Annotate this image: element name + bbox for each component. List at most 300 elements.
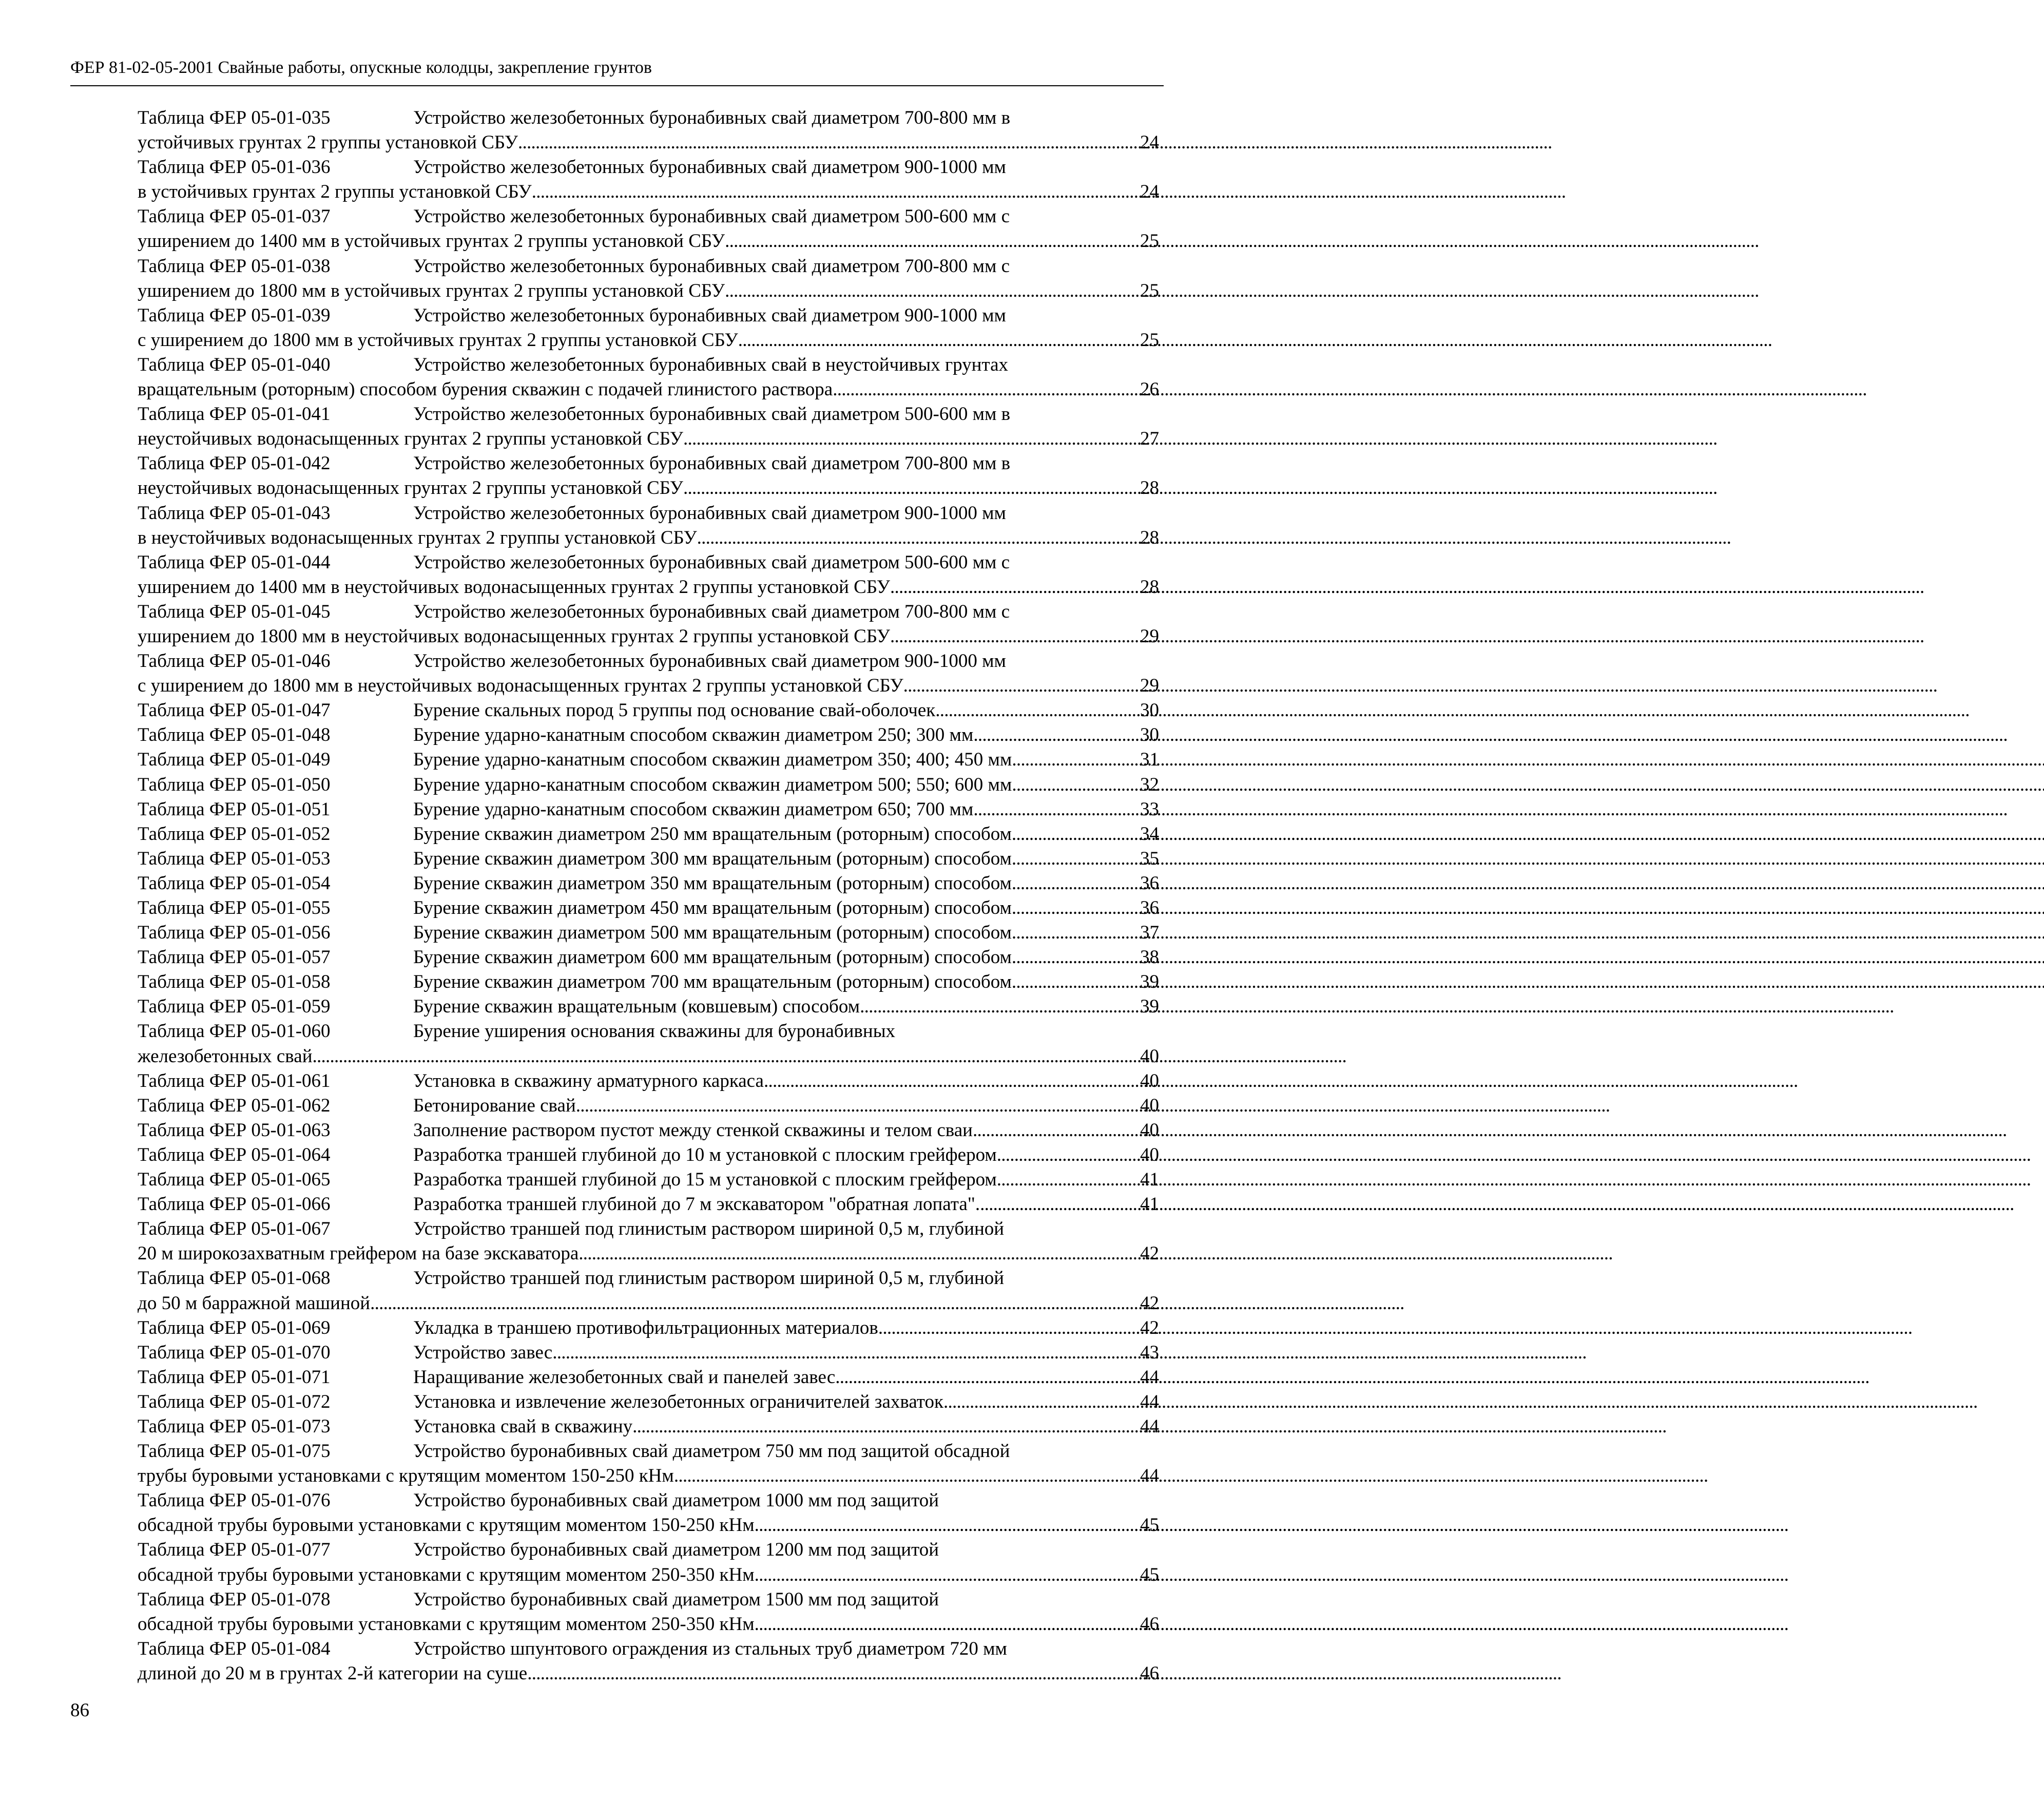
toc-entry-page: 38	[1140, 947, 1159, 968]
toc-entry[interactable]	[138, 871, 1159, 896]
toc-entry-page: 30	[1140, 724, 1159, 746]
toc-entry-page: 30	[1140, 700, 1159, 721]
toc-entry-line	[138, 303, 1159, 328]
toc-entry-title: Устройство буронабивных свай диаметром 1200 мм под защитой	[413, 1539, 939, 1561]
toc-entry-page: 41	[1140, 1169, 1159, 1191]
toc-entry-label: Таблица ФЕР 05-01-043	[138, 502, 331, 524]
toc-entry-line	[138, 1192, 1159, 1217]
dot-leader	[632, 1414, 1138, 1439]
toc-entry-line	[138, 1069, 1159, 1094]
toc-entry[interactable]	[138, 1217, 1159, 1266]
toc-entry[interactable]	[138, 1414, 1159, 1439]
toc-entry-title: Устройство железобетонных буронабивных свай диаметром 900-1000 мм	[413, 650, 1006, 672]
toc-entry-line	[138, 1217, 1159, 1241]
dot-leader	[683, 427, 1138, 451]
toc-entry-label: Таблица ФЕР 05-01-060	[138, 1021, 331, 1042]
toc-entry-label: Таблица ФЕР 05-01-076	[138, 1490, 331, 1511]
toc-entry-line	[138, 1365, 1159, 1390]
toc-entry-title: Устройство железобетонных буронабивных свай диаметром 500-600 мм с	[413, 551, 1010, 573]
toc-entry-line	[138, 1143, 1159, 1167]
toc-entry[interactable]	[138, 1118, 1159, 1143]
toc-entry-title-continuation: с уширением до 1800 мм в неустойчивых водонасыщенных грунтах 2 группы установкой СБУ	[138, 675, 903, 697]
toc-entry[interactable]	[138, 600, 1159, 649]
toc-entry-label: Таблица ФЕР 05-01-057	[138, 947, 331, 968]
toc-entry[interactable]	[138, 106, 1159, 155]
dot-leader	[1012, 921, 1138, 945]
toc-entry-line	[138, 1019, 1159, 1044]
toc-entry-line	[138, 1563, 1159, 1587]
toc-entry-title: Наращивание железобетонных свай и панелей завес	[413, 1366, 836, 1388]
toc-entry-title: Бетонирование свай	[413, 1095, 576, 1116]
toc-entry-line	[138, 1044, 1159, 1069]
toc-entry-line	[138, 1637, 1159, 1661]
toc-entry[interactable]	[138, 1316, 1159, 1340]
toc-entry-line	[138, 180, 1159, 204]
toc-entry-line	[138, 1118, 1159, 1143]
toc-entry-label: Таблица ФЕР 05-01-036	[138, 157, 331, 178]
toc-entry-title-continuation: устойчивых грунтах 2 группы установкой СБУ	[138, 132, 518, 154]
toc-entry[interactable]	[138, 402, 1159, 451]
dot-leader	[697, 526, 1138, 550]
toc-entry-line	[138, 649, 1159, 674]
toc-entry-line	[138, 1439, 1159, 1464]
toc-entry-page: 42	[1140, 1317, 1159, 1338]
toc-entry-page: 45	[1140, 1564, 1159, 1585]
toc-entry-line	[138, 526, 1159, 550]
toc-entry-label: Таблица ФЕР 05-01-068	[138, 1268, 331, 1289]
table-of-contents	[138, 106, 1159, 1686]
toc-entry-label: Таблица ФЕР 05-01-048	[138, 724, 331, 746]
toc-entry-title-continuation: трубы буровыми установками с крутящим моментом 150-250 кНм	[138, 1465, 674, 1487]
toc-entry-label: Таблица ФЕР 05-01-077	[138, 1539, 331, 1561]
toc-entry-page: 28	[1140, 527, 1159, 548]
dot-leader	[1012, 945, 1138, 970]
toc-entry-label: Таблица ФЕР 05-01-069	[138, 1317, 331, 1338]
toc-entry[interactable]	[138, 1390, 1159, 1414]
toc-entry-line	[138, 1340, 1159, 1365]
toc-entry-label: Таблица ФЕР 05-01-046	[138, 650, 331, 672]
toc-entry-page: 44	[1140, 1366, 1159, 1388]
toc-entry-title: Устройство железобетонных буронабивных свай диаметром 700-800 мм в	[413, 453, 1011, 474]
toc-entry-label: Таблица ФЕР 05-01-038	[138, 255, 331, 277]
page-number: 86	[70, 1700, 89, 1721]
toc-entry-line	[138, 797, 1159, 822]
toc-entry-line	[138, 229, 1159, 254]
toc-entry-page: 44	[1140, 1391, 1159, 1412]
dot-leader	[973, 1118, 1138, 1143]
toc-entry[interactable]	[138, 723, 1159, 748]
toc-entry-page: 40	[1140, 1045, 1159, 1067]
toc-entry-line	[138, 402, 1159, 427]
dot-leader	[552, 1340, 1138, 1365]
toc-entry-label: Таблица ФЕР 05-01-042	[138, 453, 331, 474]
toc-entry-page: 44	[1140, 1415, 1159, 1437]
toc-entry-title-continuation: неустойчивых водонасыщенных грунтах 2 группы установкой СБУ	[138, 477, 683, 499]
toc-entry-page: 24	[1140, 132, 1159, 154]
toc-entry-label: Таблица ФЕР 05-01-084	[138, 1638, 331, 1659]
dot-leader	[890, 624, 1138, 649]
toc-entry-label: Таблица ФЕР 05-01-049	[138, 749, 331, 771]
toc-entry-line	[138, 1316, 1159, 1340]
toc-entry-page: 26	[1140, 379, 1159, 400]
toc-entry-title: Устройство буронабивных свай диаметром 1500 мм под защитой	[413, 1588, 939, 1610]
toc-entry-title: Устройство железобетонных буронабивных свай диаметром 900-1000 мм	[413, 157, 1006, 178]
toc-entry-page: 31	[1140, 749, 1159, 771]
toc-entry[interactable]	[138, 155, 1159, 204]
toc-entry[interactable]	[138, 1192, 1159, 1217]
toc-entry-title-continuation: уширением до 1400 мм в устойчивых грунтах 2 группы установкой СБУ	[138, 231, 725, 252]
toc-entry-line	[138, 328, 1159, 353]
dot-leader	[835, 1365, 1138, 1390]
dot-leader	[973, 797, 1138, 822]
toc-entry-title-continuation: неустойчивых водонасыщенных грунтах 2 группы установкой СБУ	[138, 428, 683, 450]
toc-entry-title: Укладка в траншею противофильтрационных материалов	[413, 1317, 878, 1338]
dot-leader	[1012, 871, 1138, 896]
toc-entry-line	[138, 451, 1159, 476]
toc-entry-label: Таблица ФЕР 05-01-062	[138, 1095, 331, 1116]
toc-entry-title: Бурение ударно-канатным способом скважин диаметром 250; 300 мм	[413, 724, 974, 746]
dot-leader	[1012, 822, 1138, 847]
toc-entry-line	[138, 1538, 1159, 1562]
toc-entry-line	[138, 600, 1159, 624]
toc-entry-title: Бурение ударно-канатным способом скважин диаметром 350; 400; 450 мм	[413, 749, 1012, 771]
toc-entry-title: Устройство железобетонных буронабивных свай диаметром 900-1000 мм	[413, 304, 1006, 326]
toc-entry-page: 28	[1140, 477, 1159, 499]
dot-leader	[532, 180, 1138, 204]
toc-entry-line	[138, 624, 1159, 649]
toc-entry-page: 39	[1140, 971, 1159, 993]
toc-entry-label: Таблица ФЕР 05-01-050	[138, 774, 331, 795]
toc-entry-page: 25	[1140, 280, 1159, 301]
toc-entry-label: Таблица ФЕР 05-01-051	[138, 798, 331, 820]
running-header: ФЕР 81-02-05-2001 Свайные работы, опускные колодцы, закрепление грунтов	[70, 58, 652, 77]
toc-entry-line	[138, 155, 1159, 180]
dot-leader	[860, 994, 1138, 1019]
toc-entry-label: Таблица ФЕР 05-01-066	[138, 1194, 331, 1215]
dot-leader	[738, 328, 1138, 353]
toc-entry-page: 46	[1140, 1613, 1159, 1635]
toc-entry-title: Бурение скважин диаметром 350 мм вращательным (роторным) способом	[413, 872, 1012, 894]
toc-entry[interactable]	[138, 1167, 1159, 1192]
toc-entry-label: Таблица ФЕР 05-01-041	[138, 404, 331, 425]
toc-entry[interactable]	[138, 698, 1159, 723]
toc-entry[interactable]	[138, 1488, 1159, 1538]
toc-entry[interactable]	[138, 204, 1159, 254]
toc-entry-line	[138, 353, 1159, 377]
toc-entry-title-continuation: железобетонных свай	[138, 1045, 313, 1067]
toc-entry-title: Устройство железобетонных буронабивных свай диаметром 500-600 мм в	[413, 404, 1011, 425]
toc-entry-page: 36	[1140, 872, 1159, 894]
toc-entry-title: Бурение скважин вращательным (ковшевым) способом	[413, 996, 860, 1018]
toc-entry[interactable]	[138, 1069, 1159, 1094]
toc-entry[interactable]	[138, 970, 1159, 994]
toc-entry[interactable]	[138, 896, 1159, 921]
toc-entry-title: Разработка траншей глубиной до 15 м установкой с плоским грейфером	[413, 1169, 997, 1191]
toc-entry-page: 32	[1140, 774, 1159, 795]
toc-entry-line	[138, 1167, 1159, 1192]
toc-entry-line	[138, 501, 1159, 526]
toc-entry-title: Устройство траншей под глинистым раствором шириной 0,5 м, глубиной	[413, 1268, 1005, 1289]
toc-entry-label: Таблица ФЕР 05-01-071	[138, 1366, 331, 1388]
toc-entry-label: Таблица ФЕР 05-01-059	[138, 996, 331, 1018]
toc-entry-line	[138, 674, 1159, 698]
toc-entry-page: 29	[1140, 675, 1159, 697]
toc-entry-title: Бурение скальных пород 5 группы под основание свай-оболочек	[413, 700, 936, 721]
toc-entry[interactable]	[138, 748, 1159, 772]
dot-leader	[313, 1044, 1138, 1069]
toc-entry-title: Устройство траншей под глинистым раствором шириной 0,5 м, глубиной	[413, 1218, 1005, 1240]
toc-entry-page: 27	[1140, 428, 1159, 450]
dot-leader	[1012, 896, 1138, 921]
toc-entry-line	[138, 698, 1159, 723]
toc-entry-title: Бурение ударно-канатным способом скважин диаметром 650; 700 мм	[413, 798, 974, 820]
toc-entry-page: 34	[1140, 823, 1159, 845]
toc-entry-page: 45	[1140, 1515, 1159, 1536]
toc-entry[interactable]	[138, 847, 1159, 871]
toc-entry-label: Таблица ФЕР 05-01-067	[138, 1218, 331, 1240]
toc-entry[interactable]	[138, 1143, 1159, 1167]
toc-entry-line	[138, 377, 1159, 402]
toc-entry-title: Бурение уширения основания скважины для буронабивных	[413, 1021, 896, 1042]
dot-leader	[973, 723, 1138, 748]
dot-leader	[980, 1192, 1138, 1217]
toc-entry-line	[138, 945, 1159, 970]
toc-entry-title: Установка в скважину арматурного каркаса	[413, 1070, 764, 1091]
toc-entry-title: Разработка траншей глубиной до 10 м установкой с плоским грейфером	[413, 1144, 997, 1165]
toc-entry[interactable]	[138, 945, 1159, 970]
toc-entry[interactable]	[138, 649, 1159, 698]
toc-entry-title: Устройство железобетонных буронабивных свай диаметром 700-800 мм с	[413, 255, 1010, 277]
toc-entry-page: 40	[1140, 1119, 1159, 1141]
toc-entry-title: Установка и извлечение железобетонных ограничителей захваток	[413, 1391, 943, 1412]
dot-leader	[764, 1069, 1138, 1094]
toc-entry-line	[138, 748, 1159, 772]
toc-entry-line	[138, 1464, 1159, 1488]
toc-entry-line	[138, 994, 1159, 1019]
dot-leader	[903, 674, 1138, 698]
toc-entry-page: 33	[1140, 798, 1159, 820]
toc-entry-label: Таблица ФЕР 05-01-044	[138, 551, 331, 573]
dot-leader	[755, 1612, 1138, 1637]
toc-entry-title: Заполнение раствором пустот между стенкой скважины и телом сваи	[413, 1119, 973, 1141]
dot-leader	[579, 1241, 1138, 1266]
toc-entry-title-continuation: уширением до 1400 мм в неустойчивых водонасыщенных грунтах 2 группы установкой СБУ	[138, 576, 890, 598]
toc-entry-title: Бурение скважин диаметром 500 мм вращательным (роторным) способом	[413, 922, 1012, 944]
toc-entry-label: Таблица ФЕР 05-01-075	[138, 1441, 331, 1462]
toc-entry-line	[138, 550, 1159, 575]
dot-leader	[878, 1316, 1138, 1340]
toc-entry-line	[138, 1390, 1159, 1414]
toc-entry[interactable]	[138, 303, 1159, 353]
toc-entry[interactable]	[138, 1538, 1159, 1587]
header-rule	[70, 85, 1164, 86]
dot-leader	[755, 1563, 1138, 1587]
toc-entry-label: Таблица ФЕР 05-01-078	[138, 1588, 331, 1610]
toc-entry-page: 40	[1140, 1144, 1159, 1165]
toc-entry-line	[138, 575, 1159, 600]
toc-entry-title-continuation: с уширением до 1800 мм в устойчивых грунтах 2 группы установкой СБУ	[138, 329, 738, 351]
toc-entry-title-continuation: уширением до 1800 мм в неустойчивых водонасыщенных грунтах 2 группы установкой СБУ	[138, 625, 890, 647]
toc-entry[interactable]	[138, 501, 1159, 550]
toc-entry-title: Бурение скважин диаметром 250 мм вращательным (роторным) способом	[413, 823, 1012, 845]
toc-entry-page: 25	[1140, 329, 1159, 351]
toc-entry[interactable]	[138, 1340, 1159, 1365]
toc-entry-line	[138, 254, 1159, 279]
toc-entry-page: 36	[1140, 897, 1159, 918]
toc-entry-label: Таблица ФЕР 05-01-039	[138, 304, 331, 326]
toc-entry-line	[138, 130, 1159, 155]
toc-entry-line	[138, 106, 1159, 130]
dot-leader	[890, 575, 1138, 600]
toc-entry-line	[138, 1488, 1159, 1513]
toc-entry[interactable]	[138, 1266, 1159, 1315]
toc-entry[interactable]	[138, 1094, 1159, 1118]
toc-entry-title: Устройство железобетонных буронабивных свай в неустойчивых грунтах	[413, 354, 1009, 375]
toc-entry-title: Бурение скважин диаметром 600 мм вращательным (роторным) способом	[413, 947, 1012, 968]
toc-entry-title-continuation: в устойчивых грунтах 2 группы установкой СБУ	[138, 181, 532, 203]
toc-entry-page: 37	[1140, 922, 1159, 944]
dot-leader	[1012, 970, 1138, 994]
toc-entry-line	[138, 871, 1159, 896]
dot-leader	[1012, 847, 1138, 871]
toc-entry-title: Разработка траншей глубиной до 7 м экскаватором "обратная лопата".	[413, 1194, 980, 1215]
toc-entry-title-continuation: обсадной трубы буровыми установками с крутящим моментом 250-350 кНм	[138, 1564, 755, 1585]
toc-entry-title-continuation: уширением до 1800 мм в устойчивых грунтах 2 группы установкой СБУ	[138, 280, 725, 301]
dot-leader	[1012, 748, 1138, 772]
toc-entry-page: 29	[1140, 625, 1159, 647]
toc-entry-label: Таблица ФЕР 05-01-073	[138, 1415, 331, 1437]
toc-entry[interactable]	[138, 1439, 1159, 1488]
dot-leader	[755, 1513, 1138, 1538]
dot-leader	[725, 229, 1138, 254]
dot-leader	[943, 1390, 1138, 1414]
toc-entry-page: 41	[1140, 1194, 1159, 1215]
toc-entry-line	[138, 896, 1159, 921]
toc-entry[interactable]	[138, 1019, 1159, 1068]
toc-entry-line	[138, 204, 1159, 229]
toc-entry[interactable]	[138, 254, 1159, 303]
toc-entry[interactable]	[138, 773, 1159, 797]
dot-leader	[997, 1167, 1138, 1192]
toc-entry-title: Устройство железобетонных буронабивных свай диаметром 700-800 мм в	[413, 107, 1011, 128]
dot-leader	[527, 1661, 1138, 1686]
toc-entry[interactable]	[138, 822, 1159, 847]
toc-entry-line	[138, 1414, 1159, 1439]
toc-entry-title-continuation: до 50 м барражной машиной	[138, 1292, 371, 1314]
toc-entry-line	[138, 1513, 1159, 1538]
toc-entry-line	[138, 1661, 1159, 1686]
toc-entry-label: Таблица ФЕР 05-01-040	[138, 354, 331, 375]
toc-entry-title-continuation: вращательным (роторным) способом бурения скважин с подачей глинистого раствора	[138, 379, 833, 400]
toc-entry-label: Таблица ФЕР 05-01-055	[138, 897, 331, 918]
toc-entry-title: Устройство шпунтового ограждения из стальных труб диаметром 720 мм	[413, 1638, 1007, 1659]
dot-leader	[576, 1094, 1138, 1118]
toc-entry-page: 43	[1140, 1342, 1159, 1363]
toc-entry-label: Таблица ФЕР 05-01-056	[138, 922, 331, 944]
toc-entry-label: Таблица ФЕР 05-01-052	[138, 823, 331, 845]
toc-entry-line	[138, 847, 1159, 871]
toc-entry[interactable]	[138, 797, 1159, 822]
toc-entry-title-continuation: длиной до 20 м в грунтах 2-й категории на суше	[138, 1662, 528, 1684]
toc-entry-title-continuation: обсадной трубы буровыми установками с крутящим моментом 150-250 кНм	[138, 1515, 755, 1536]
toc-entry-page: 24	[1140, 181, 1159, 203]
toc-entry-line	[138, 427, 1159, 451]
toc-entry-line	[138, 822, 1159, 847]
toc-entry-page: 25	[1140, 231, 1159, 252]
toc-entry-title: Устройство железобетонных буронабивных свай диаметром 700-800 мм с	[413, 601, 1010, 622]
toc-entry-label: Таблица ФЕР 05-01-037	[138, 206, 331, 227]
toc-entry-label: Таблица ФЕР 05-01-047	[138, 700, 331, 721]
toc-entry-title-continuation: в неустойчивых водонасыщенных грунтах 2 группы установкой СБУ	[138, 527, 697, 548]
toc-entry-page: 44	[1140, 1465, 1159, 1487]
toc-entry-title: Устройство буронабивных свай диаметром 750 мм под защитой обсадной	[413, 1441, 1010, 1462]
toc-entry-page: 35	[1140, 848, 1159, 869]
toc-entry-label: Таблица ФЕР 05-01-054	[138, 872, 331, 894]
toc-entry-page: 28	[1140, 576, 1159, 598]
toc-entry[interactable]	[138, 921, 1159, 945]
toc-entry-line	[138, 476, 1159, 501]
toc-entry-page: 40	[1140, 1095, 1159, 1116]
dot-leader	[997, 1143, 1138, 1167]
toc-entry-line	[138, 1094, 1159, 1118]
toc-entry-line	[138, 970, 1159, 994]
toc-entry-label: Таблица ФЕР 05-01-072	[138, 1391, 331, 1412]
toc-entry-title: Устройство железобетонных буронабивных свай диаметром 900-1000 мм	[413, 502, 1006, 524]
toc-entry-label: Таблица ФЕР 05-01-065	[138, 1169, 331, 1191]
toc-entry-label: Таблица ФЕР 05-01-063	[138, 1119, 331, 1141]
toc-entry-line	[138, 921, 1159, 945]
toc-entry-page: 39	[1140, 996, 1159, 1018]
toc-entry-label: Таблица ФЕР 05-01-064	[138, 1144, 331, 1165]
toc-entry-page: 46	[1140, 1662, 1159, 1684]
toc-entry[interactable]	[138, 994, 1159, 1019]
toc-entry[interactable]	[138, 550, 1159, 600]
toc-entry-line	[138, 279, 1159, 303]
toc-entry-line	[138, 1291, 1159, 1316]
toc-entry-line	[138, 1241, 1159, 1266]
toc-entry-page: 42	[1140, 1292, 1159, 1314]
toc-entry-label: Таблица ФЕР 05-01-053	[138, 848, 331, 869]
toc-entry-label: Таблица ФЕР 05-01-061	[138, 1070, 331, 1091]
toc-entry-line	[138, 723, 1159, 748]
toc-entry[interactable]	[138, 451, 1159, 501]
toc-entry[interactable]	[138, 1365, 1159, 1390]
toc-entry-line	[138, 1612, 1159, 1637]
toc-entry-title: Устройство буронабивных свай диаметром 1000 мм под защитой	[413, 1490, 939, 1511]
toc-entry-title: Установка свай в скважину	[413, 1415, 633, 1437]
toc-entry-title: Бурение скважин диаметром 450 мм вращательным (роторным) способом	[413, 897, 1012, 918]
toc-entry-title: Бурение скважин диаметром 700 мм вращательным (роторным) способом	[413, 971, 1012, 993]
dot-leader	[833, 377, 1138, 402]
dot-leader	[518, 130, 1138, 155]
toc-entry-label: Таблица ФЕР 05-01-070	[138, 1342, 331, 1363]
toc-entry-title-continuation: 20 м широкозахватным грейфером на базе экскаватора	[138, 1243, 579, 1264]
toc-entry-label: Таблица ФЕР 05-01-058	[138, 971, 331, 993]
dot-leader	[1012, 773, 1138, 797]
toc-entry-line	[138, 1587, 1159, 1612]
dot-leader	[683, 476, 1138, 501]
toc-entry-page: 40	[1140, 1070, 1159, 1091]
dot-leader	[674, 1464, 1138, 1488]
toc-entry[interactable]	[138, 1637, 1159, 1686]
toc-entry-page: 42	[1140, 1243, 1159, 1264]
toc-entry[interactable]	[138, 353, 1159, 402]
toc-entry-title: Бурение ударно-канатным способом скважин диаметром 500; 550; 600 мм	[413, 774, 1012, 795]
toc-entry[interactable]	[138, 1587, 1159, 1637]
toc-entry-title: Устройство железобетонных буронабивных свай диаметром 500-600 мм с	[413, 206, 1010, 227]
toc-entry-title: Бурение скважин диаметром 300 мм вращательным (роторным) способом	[413, 848, 1012, 869]
dot-leader	[725, 279, 1138, 303]
